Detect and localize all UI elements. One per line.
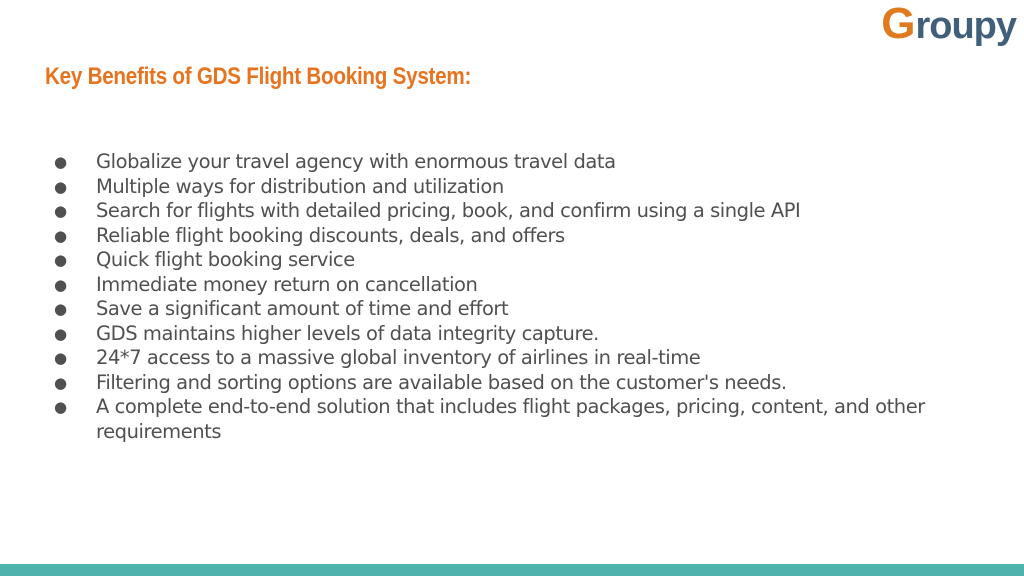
benefit-item (54, 224, 994, 249)
benefit-item (54, 371, 994, 396)
bullet-icon: ● (54, 373, 67, 392)
bullet-icon: ● (54, 398, 67, 416)
benefit-text: Save a significant amount of time and effort (96, 297, 509, 320)
benefit-item (54, 297, 994, 322)
logo-wordmark: roupy (915, 5, 1016, 47)
bullet-icon: ● (54, 349, 67, 367)
benefit-text: Globalize your travel agency with enormous travel data (96, 150, 616, 173)
benefit-text: A complete end-to-end solution that includes flight packages, pricing, content, and other requirements (96, 395, 925, 443)
benefit-text: Search for flights with detailed pricing, book, and confirm using a single API (96, 199, 801, 222)
benefit-item (54, 150, 994, 175)
benefit-item (54, 273, 994, 298)
logo-g-letter: G (881, 0, 916, 48)
benefit-text: Reliable flight booking discounts, deals, and offers (96, 223, 565, 247)
benefit-item (54, 199, 994, 224)
benefit-text: Filtering and sorting options are available based on the customer's needs. (96, 370, 787, 394)
slide-title: Key Benefits of GDS Flight Booking System: (45, 63, 472, 90)
bullet-icon: ● (54, 300, 67, 318)
benefit-text: Immediate money return on cancellation (96, 272, 478, 296)
bullet-icon: ● (54, 324, 67, 343)
bullet-icon: ● (54, 275, 67, 294)
benefit-item (54, 248, 994, 273)
benefits-list (54, 150, 994, 444)
benefit-item (54, 395, 994, 444)
benefit-item (54, 346, 994, 371)
benefit-text: GDS maintains higher levels of data integrity capture. (96, 321, 599, 345)
benefit-text: Quick flight booking service (96, 248, 355, 271)
benefit-text: 24*7 access to a massive global inventory of airlines in real-time (96, 346, 701, 369)
benefit-text: Multiple ways for distribution and utilization (96, 174, 504, 198)
bullet-icon: ● (54, 226, 67, 245)
bullet-icon: ● (54, 153, 67, 171)
groupy-logo (881, 2, 1016, 48)
benefit-item (54, 175, 994, 200)
bottom-accent-bar (0, 564, 1024, 576)
bullet-icon: ● (54, 202, 67, 220)
bullet-icon: ● (54, 251, 67, 269)
bullet-icon: ● (54, 177, 67, 196)
benefit-item (54, 322, 994, 347)
